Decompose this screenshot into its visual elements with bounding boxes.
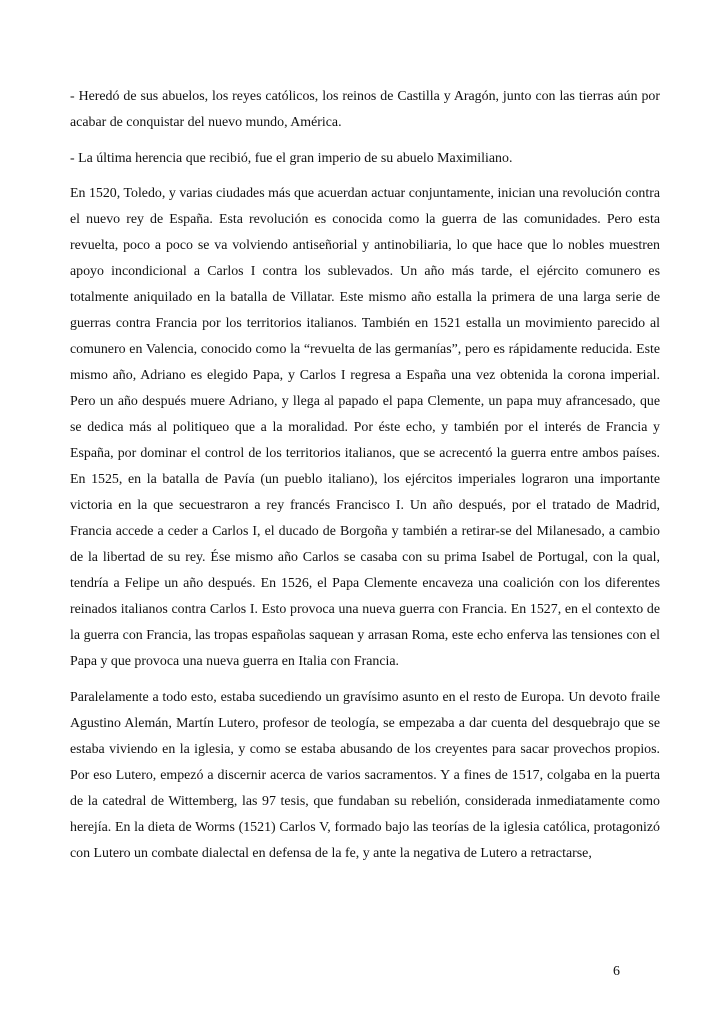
paragraph-lutero-reform: Paralelamente a todo esto, estaba sucediendo un gravísimo asunto en el resto de Europa. Un devoto fraile Agustino Alemán, Martín Lutero, profesor de teología, se empezaba a dar cuenta del desquebrajo que se estaba viviendo en la iglesia, y como se estaba abusando de los creyentes para sacar provechos propios. Por eso Lutero, empezó a discernir acerca de varios sacramentos. Y a fines de 1517, colgaba en la puerta de la catedral de Wittemberg, las 97 tesis, que fundaban su rebelión, considerada inmediatamente como herejía. En la dieta de Worms (1521) Carlos V, formado bajo las teorías de la iglesia católica, protagonizó con Lutero un combate dialectal en defensa de la fe, y ante la negativa de Lutero a retractarse, [70, 689, 660, 861]
page-number: 6 [613, 964, 620, 979]
paragraph-inheritance-castilla-aragon: - Heredó de sus abuelos, los reyes católicos, los reinos de Castilla y Aragón, junto con las tierras aún por acabar de conquistar del nuevo mundo, América. [70, 89, 660, 130]
paragraph-comunidades-and-wars: En 1520, Toledo, y varias ciudades más que acuerdan actuar conjuntamente, inician una revolución contra el nuevo rey de España. Esta revolución es conocida como la guerra de las comunidades. Pero esta revuelta, poco a poco se va volviendo antiseñorial y antinobiliaria, lo que hace que lo nobles muestren apoyo incondicional a Carlos I contra los sublevados. Un año más tarde, el ejército comunero es totalmente aniquilado en la batalla de Villatar. Este mismo año estalla la primera de una larga serie de guerras contra Francia por los territorios italianos. También en 1521 estalla un movimiento parecido al comunero en Valencia, conocido como la “revuelta de las germanías”, pero es rápidamente reducida. Este mismo año, Adriano es elegido Papa, y Carlos I regresa a España una vez obtenida la corona imperial. Pero un año después muere Adriano, y llega al papado el papa Clemente, un papa muy afrancesado, que se dedica más al politiqueo que a la moralidad. Por éste echo, y también por el interés de Francia y España, por dominar el control de los territorios italianos, que se acrecentó la guerra entre ambos países. En 1525, en la batalla de Pavía (un pueblo italiano), los ejércitos imperiales lograron una importante victoria en la que secuestraron a rey francés Francisco I. Un año después, por el tratado de Madrid, Francia accede a ceder a Carlos I, el ducado de Borgoña y también a retirar-se del Milanesado, a cambio de la libertad de su rey. Ése mismo año Carlos se casaba con su prima Isabel de Portugal, con la qual, tendría a Felipe un año después. En 1526, el Papa Clemente encaveza una coalición con los diferentes reinados italianos contra Carlos I. Esto provoca una nueva guerra con Francia. En 1527, en el contexto de la guerra con Francia, las tropas españolas saquean y arrasan Roma, este echo enferva las tensiones con el Papa y que provoca una nueva guerra en Italia con Francia. [70, 186, 660, 669]
document-body [70, 84, 660, 876]
paragraph-inheritance-maximiliano: - La última herencia que recibió, fue el gran imperio de su abuelo Maximiliano. [70, 150, 513, 166]
